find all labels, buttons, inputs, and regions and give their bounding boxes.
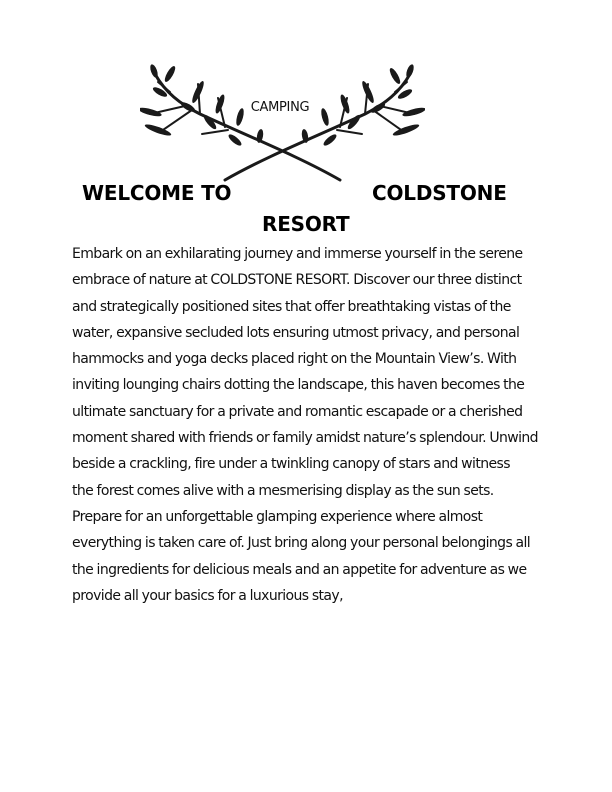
body-line: everything is taken care of. Just bring along your personal belongings all	[72, 535, 531, 552]
heading-coldstone: COLDSTONE	[372, 181, 507, 205]
body-line: Embark on an exhilarating journey and immerse yourself in the serene	[72, 246, 523, 262]
body-line: beside a crackling, fire under a twinkling canopy of stars and witness	[72, 456, 510, 473]
body-line: moment shared with friends or family amidst nature’s splendour. Unwind	[72, 430, 538, 447]
body-line: the forest comes alive with a mesmerising display as the sun sets.	[72, 482, 494, 499]
body-paragraph	[72, 241, 562, 609]
body-line: Prepare for an unforgettable glamping experience where almost	[72, 508, 483, 525]
crossed-branches-icon	[140, 62, 425, 190]
body-line: embrace of nature at COLDSTONE RESORT. Discover our three distinct	[72, 272, 522, 289]
body-line: and strategically positioned sites that offer breathtaking vistas of the	[72, 298, 511, 315]
heading-welcome: WELCOME TO	[82, 181, 232, 205]
body-line: inviting lounging chairs dotting the landscape, this haven becomes the	[72, 377, 525, 394]
body-line: provide all your basics for a luxurious stay,	[72, 587, 343, 604]
body-line: water, expansive secluded lots ensuring utmost privacy, and personal	[72, 324, 520, 341]
body-line: ultimate sanctuary for a private and romantic escapade or a cherished	[72, 403, 523, 420]
emblem-label: CAMPING	[250, 100, 310, 115]
body-line: the ingredients for delicious meals and an appetite for adventure as we	[72, 561, 527, 578]
body-line: hammocks and yoga decks placed right on the Mountain View’s. With	[72, 351, 517, 368]
heading-resort: RESORT	[262, 212, 350, 236]
